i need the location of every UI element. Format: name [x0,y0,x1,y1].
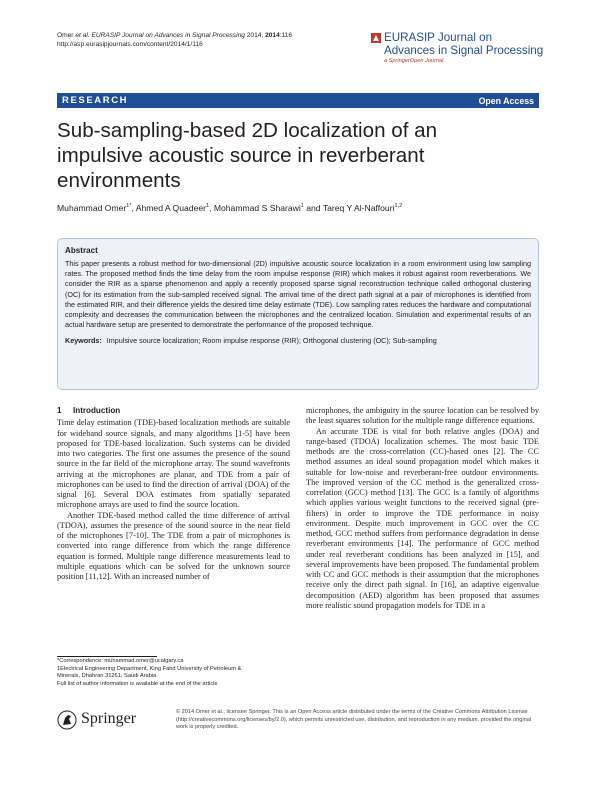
journal-name-line2: Advances in Signal Processing [384,44,544,58]
journal-name [384,31,543,58]
author-list [57,203,402,213]
abstract-body: This paper presents a robust method for two-dimensional (2D) impulsive acoustic source localization in a room environment using low sampling rates. The proposed method finds the time delay from the room impulse response (RIR) which makes it robust against room reverberations. We consider the RIR as a sparse phenomenon and apply a recently proposed sparse signal reconstruction technique called orthogonal clustering (OC) for its estimation from the sub-sampled received signal. The arrival time of the direct path signal at a pair of microphones is identified from the estimated RIR, and their difference yields the desired time delay estimate (TDE). Low sampling rates reduces the hardware and computational complexity and decreases the communication between the microphones and the centralized location. Simulation and experimental results of an actual hardware setup are presented to demonstrate the performance of the proposed technique. [65,259,531,330]
section-title: Introduction [73,406,121,415]
correspondence-note: *Correspondence: muhammad.omer@ucalgary.ca [57,658,184,664]
keywords-label: Keywords: [65,336,102,346]
citation-year: 2014, [244,32,266,39]
publisher-name: Springer [81,710,137,727]
paragraph: microphones, the ambiguity in the source location can be resolved by the least squares solution for the multiple range difference equations. [306,406,539,426]
author-separator: and [303,203,323,213]
author-affiliation-mark: 1 [300,203,304,210]
abstract-box [57,238,539,390]
article-type-label: RESEARCH [62,95,129,106]
footnotes [57,658,290,688]
license-text: © 2014 Omer et al.; licensee Springer. This is an Open Access article distributed under the terms of the Creative Commons Attribution License (http://creativecommons.org/licenses/by/2.0), which permits unrestricted use, distribution, and reproduction in any medium, provided the original work is properly credited. [176,709,532,731]
citation-etal: et al. [75,32,90,39]
citation-line [57,31,292,40]
publisher-logo [57,709,167,731]
journal-logo [371,31,551,77]
author-name: Tareq Y Al-Naffouri [322,203,395,213]
author-name: Ahmed A Quadeer [135,203,206,213]
author-info-note: Full list of author information is available at the end of the article [57,680,218,687]
author-name: Muhammad Omer [57,203,127,213]
article-title: Sub-sampling-based 2D localization of an impulsive acoustic source in reverberant environments [57,119,438,192]
citation-article: :116 [279,32,293,39]
article-url[interactable]: http://asp.eurasipjournals.com/content/2014/1/116 [57,41,203,48]
running-header [57,31,292,49]
author-affiliation-mark: 1 [206,203,210,210]
eurasip-logo-icon [371,33,381,43]
footnote-divider [57,656,157,657]
keywords-text: Impulsive source localization; Room impulse response (RIR); Orthogonal clustering (OC); Sub-sampling [106,336,437,346]
article-type-banner [57,93,539,108]
journal-name-line1: EURASIP Journal on [384,31,493,44]
right-column [306,406,539,611]
author-separator: , [209,203,214,213]
left-column [57,406,290,582]
abstract-heading: Abstract [65,246,98,255]
paragraph: An accurate TDE is vital for both relative angles (DOA) and range-based (TDOA) localization schemes. The most basic TDE methods are the cross-correlation (CC)-based ones [2]. The CC method assumes an ideal sound propagation model which makes it suitable for low-noise and reverberant-free outdoor environments. The improved version of the CC method is the generalized cross-correlation (GCC) method [13]. The GCC is a family of algorithms which applies various weight functions to the received signal (pre-filters) in order to improve the TDE performance in noisy environment. Despite much improvement in GCC over the CC method, GCC method suffers from performance degradation in dense reverberant environments [14]. The performance of GCC method under real reverberant conditions has been analyzed in [15], and several improvements have been proposed. The fundamental problem with CC and GCC methods is their assumption that the microphones receive only the direct path signal. In [16], an adaptive eigenvalue decomposition (AED) algorithm has been proposed that assumes more realistic sound propagation models for TDE in a [306,426,539,610]
affiliation-note-line2: Minerals, Dhahran 31261, Saudi Arabia [57,673,157,680]
springer-horse-icon [57,710,77,730]
author-affiliation-mark: 1* [126,203,132,210]
paragraph: Time delay estimation (TDE)-based localization methods are suitable for wideband source signals, and many algorithms [1-5] have been proposed for TDE-based localization. Such systems can be divided into two categories. The first one assumes the presence of the sound source in the far field of the microphone array. The sound wavefronts arriving at the microphones are planar, and TDE from a pair of microphones can be used to find the direction of arrival (DOA) of the signal [6]. Several DOA estimates from spatially separated microphone arrays are used to find the source location. [57,418,290,510]
author-affiliation-mark: 1,2 [394,203,403,210]
open-access-label: Open Access [478,95,534,106]
citation-authors: Omer [57,32,76,39]
journal-subline: a SpringerOpen Journal [384,58,444,64]
paragraph: Another TDE-based method called the time difference of arrival (TDOA), assumes the presence of the sound source in the near field of the microphones [7-10]. The TDE from a pair of microphones is converted into range difference from which the range difference equation is formed. Multiple range difference measurements lead to multiple equations which can be solved for the unknown source position [11,12]. With an increased number of [57,510,290,581]
affiliation-note-line1: 1Electrical Engineering Department, King Fahd University of Petroleum & [57,665,242,672]
section-number: 1 [57,406,62,415]
author-separator: , [131,203,136,213]
citation-journal: EURASIP Journal on Advances in Signal Processing [89,32,245,39]
author-name: Mohammad S Sharawi [213,203,301,213]
citation-volume: 2014 [265,32,280,39]
keywords [65,336,531,345]
section-heading [57,406,290,416]
